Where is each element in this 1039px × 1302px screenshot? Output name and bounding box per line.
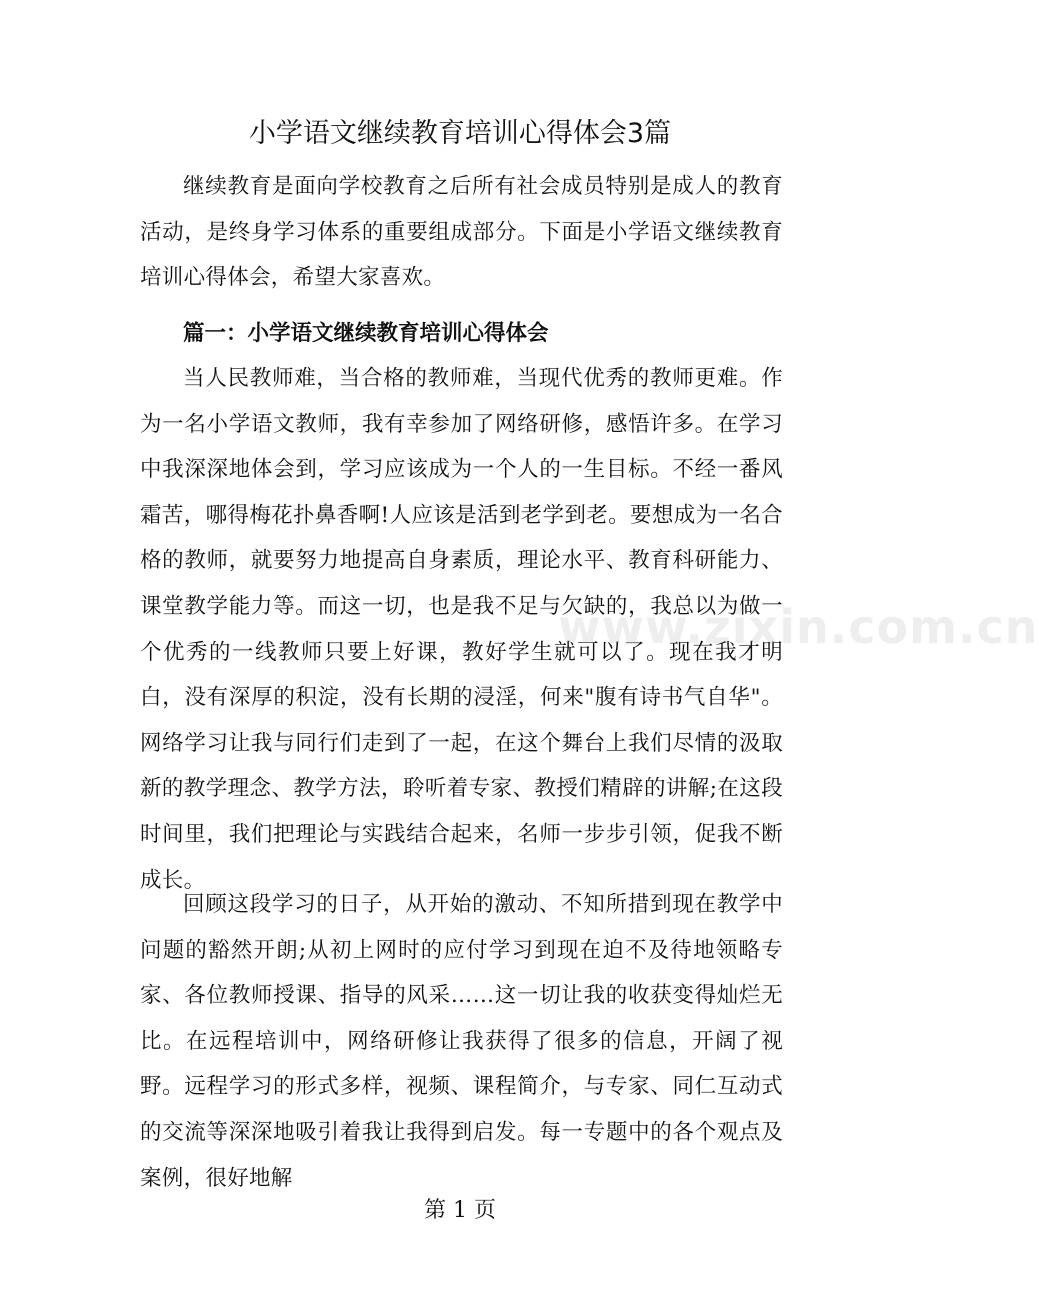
document-title: 小学语文继续教育培训心得体会3篇: [248, 118, 672, 149]
watermark: www.zixin.com.cn: [558, 600, 1039, 654]
page-number: 第 1 页: [424, 1198, 496, 1223]
section-heading: 篇一：小学语文继续教育培训心得体会: [183, 321, 549, 346]
body-paragraph-2: 回顾这段学习的日子，从开始的激动、不知所措到现在教学中问题的豁然开朗;从初上网时的应付学习到现在迫不及待地领略专家、各位教师授课、指导的风采……这一切让我的收获变得灿烂无比。在远程培训中，网络研修让我获得了很多的信息，开阔了视野。远程学习的形式多样，视频、课程简介，与专家、同仁互动式的交流等深深地吸引着我让我得到启发。每一专题中的各个观点及案例，很好地解: [140, 892, 783, 1191]
intro-paragraph: 继续教育是面向学校教育之后所有社会成员特别是成人的教育活动，是终身学习体系的重要组成部分。下面是小学语文继续教育培训心得体会，希望大家喜欢。: [140, 174, 783, 291]
body-paragraph-1: 当人民教师难，当合格的教师难，当现代优秀的教师更难。作为一名小学语文教师，我有幸参加了网络研修，感悟许多。在学习中我深深地体会到，学习应该成为一个人的一生目标。不经一番风霜苦，哪得梅花扑鼻香啊!人应该是活到老学到老。要想成为一名合格的教师，就要努力地提高自身素质，理论水平、教育科研能力、课堂教学能力等。而这一切，也是我不足与欠缺的，我总以为做一个优秀的一线教师只要上好课，教好学生就可以了。现在我才明白，没有深厚的积淀，没有长期的浸淫，何来"腹有诗书气自华"。网络学习让我与同行们走到了一起，在这个舞台上我们尽情的汲取新的教学理念、教学方法，聆听着专家、教授们精辟的讲解;在这段时间里，我们把理论与实践结合起来，名师一步步引领，促我不断成长。: [140, 366, 783, 893]
